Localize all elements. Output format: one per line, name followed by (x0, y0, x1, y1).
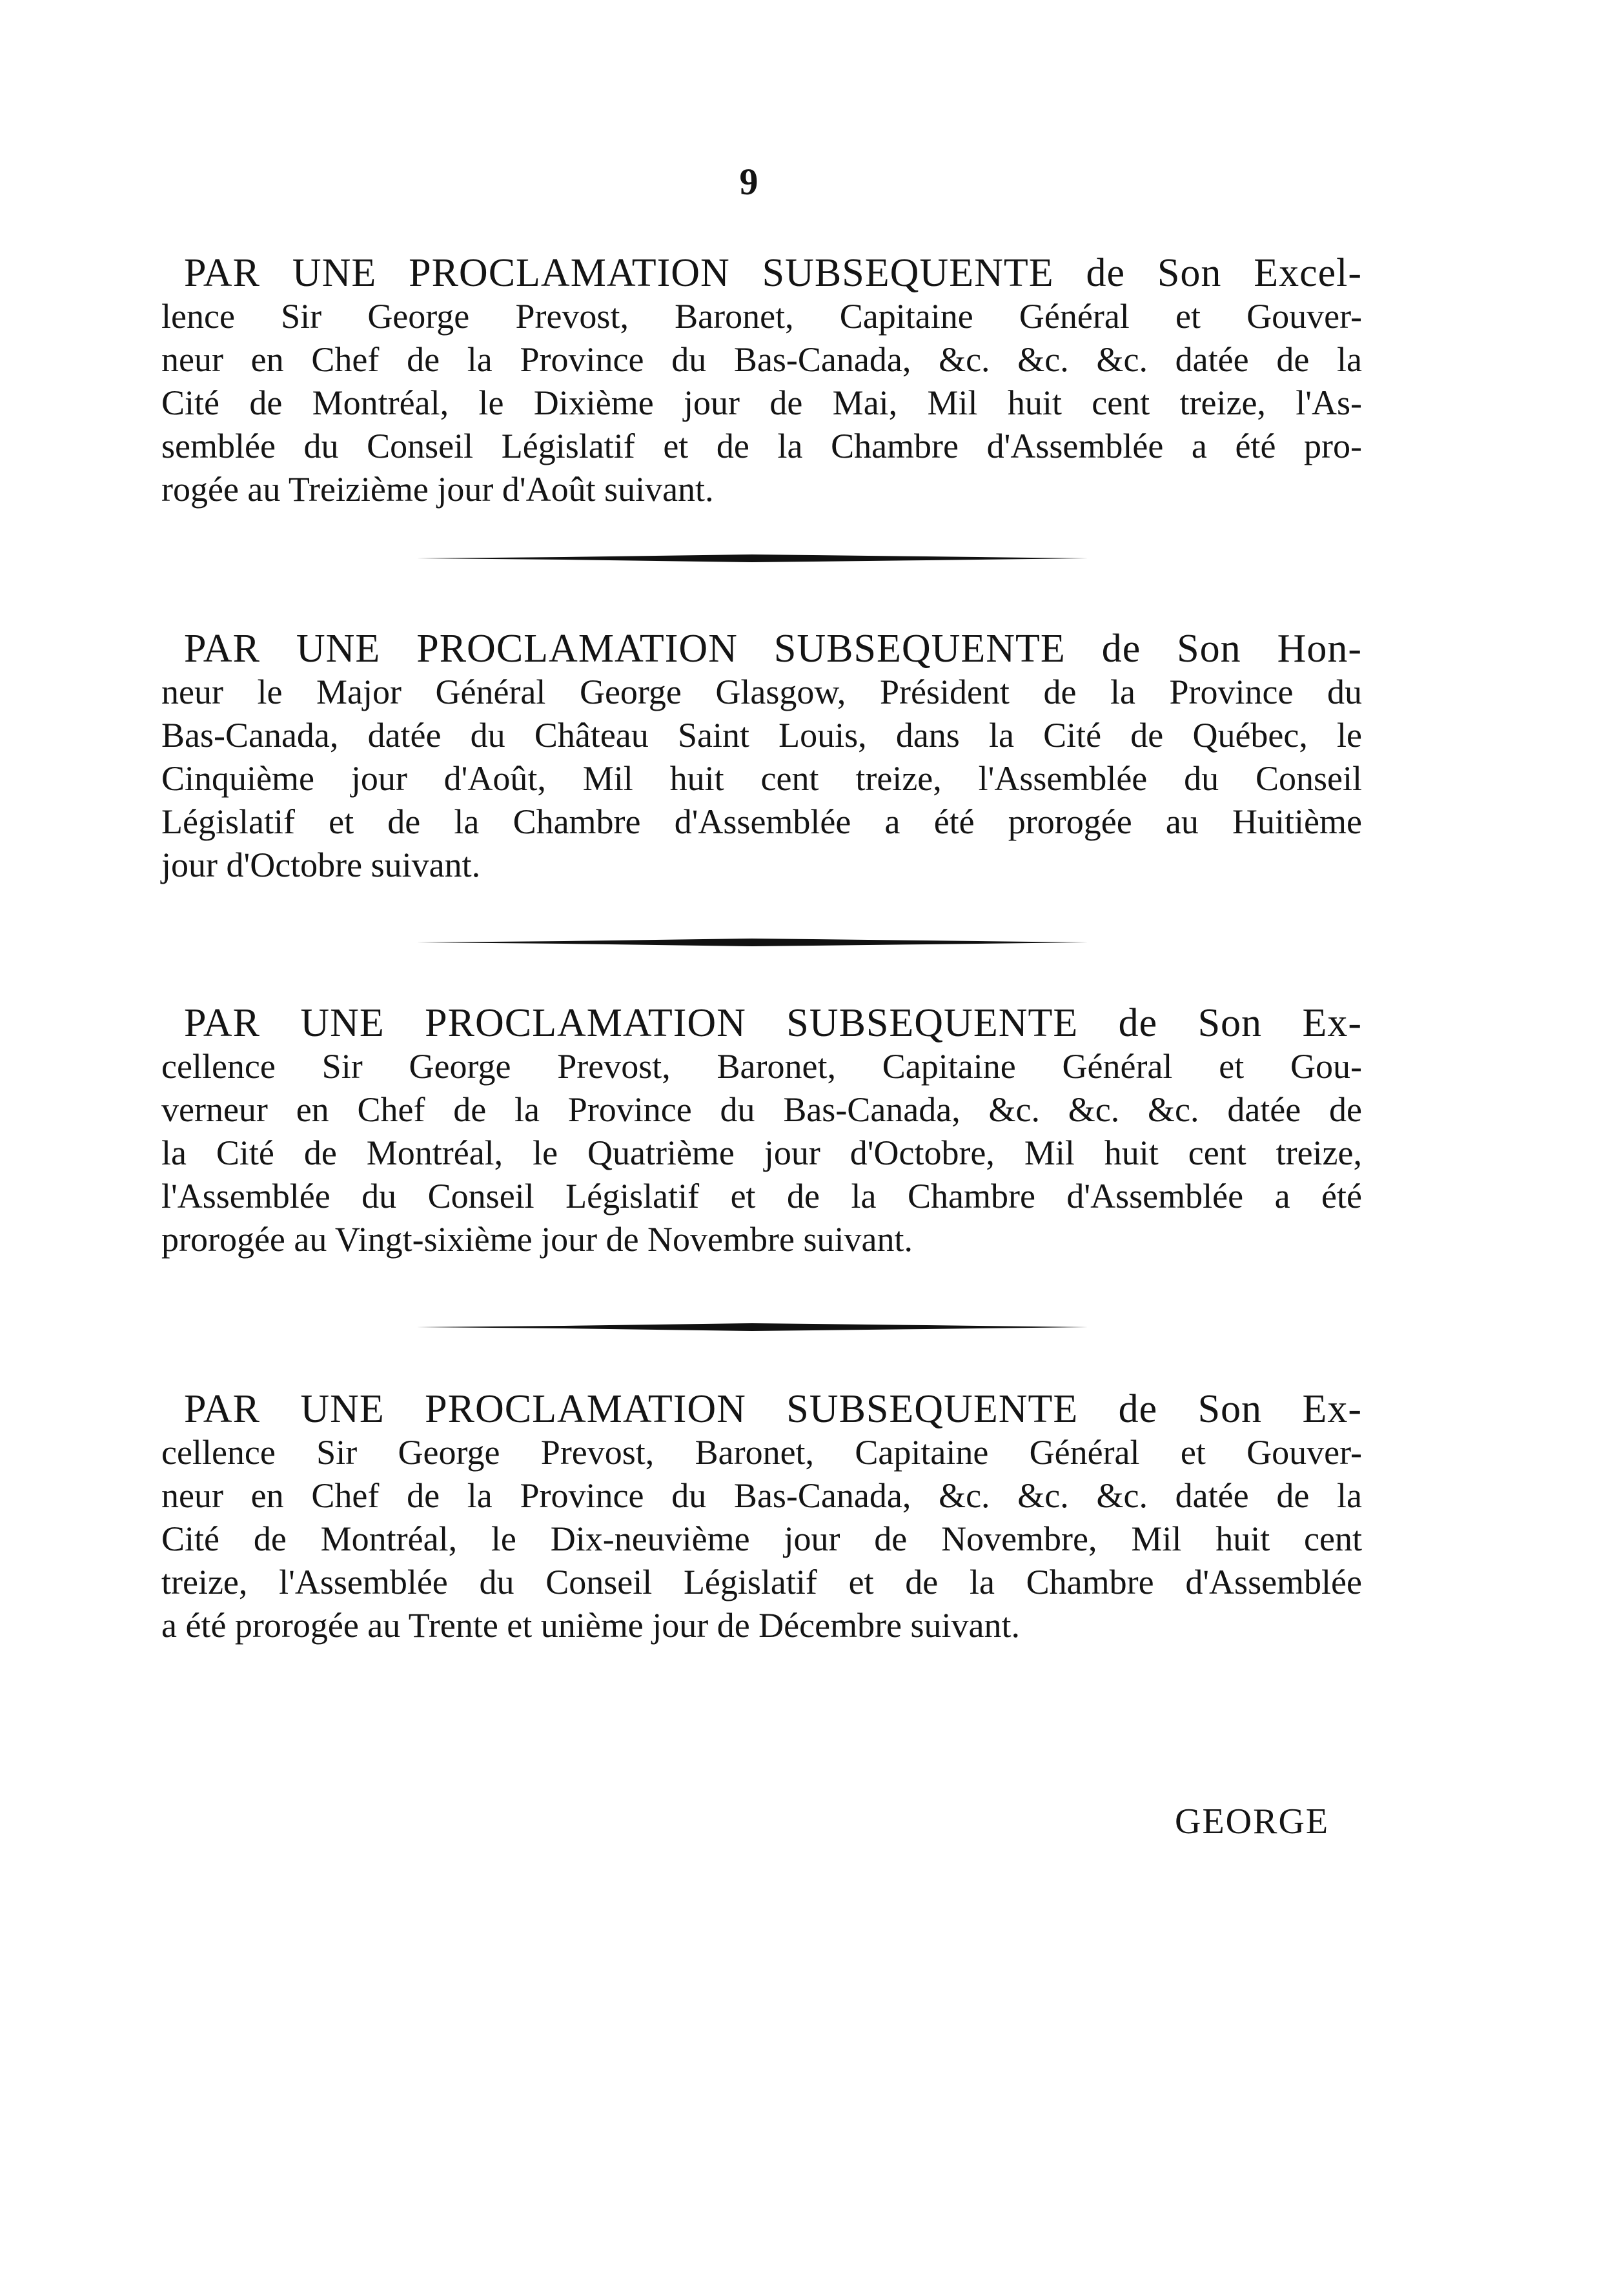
proclamation-4-line-4: Cité de Montréal, le Dix-neuvième jour de Novembre, Mil huit cent (161, 1519, 1362, 1558)
proclamation-2-line-2: neur le Major Général George Glasgow, Président de la Province du (161, 673, 1362, 711)
proclamation-2-line-5: Législatif et de la Chambre d'Assemblée a été prorogée au Huitième (161, 802, 1362, 841)
proclamation-1-line-4: Cité de Montréal, le Dixième jour de Mai, Mil huit cent treize, l'As- (161, 383, 1362, 422)
proclamation-3-line-2: cellence Sir George Prevost, Baronet, Capitaine Général et Gou- (161, 1047, 1362, 1086)
proclamation-1 (161, 252, 1362, 511)
proclamation-4 (161, 1388, 1362, 1647)
proclamation-1-line-2: lence Sir George Prevost, Baronet, Capitaine Général et Gouver- (161, 297, 1362, 336)
proclamation-2-line-3: Bas-Canada, datée du Château Saint Louis, dans la Cité de Québec, le (161, 716, 1362, 755)
proclamation-1-line-6: rogée au Treizième jour d'Août suivant. (161, 470, 714, 509)
proclamation-1-line-3: neur en Chef de la Province du Bas-Canada, &c. &c. &c. datée de la (161, 340, 1362, 379)
proclamation-2 (161, 627, 1362, 887)
proclamation-2-line-1: PAR UNE PROCLAMATION SUBSEQUENTE de Son Hon- (184, 627, 1362, 671)
page-number: 9 (739, 161, 758, 203)
proclamation-3-line-6: prorogée au Vingt-sixième jour de Novembre suivant. (161, 1220, 913, 1259)
proclamation-4-line-6: a été prorogée au Trente et unième jour de Décembre suivant. (161, 1606, 1021, 1645)
ornamental-rule-3 (416, 1323, 1088, 1332)
proclamation-3-line-3: verneur en Chef de la Province du Bas-Canada, &c. &c. &c. datée de (161, 1090, 1362, 1129)
proclamation-4-line-3: neur en Chef de la Province du Bas-Canada, &c. &c. &c. datée de la (161, 1476, 1362, 1515)
proclamation-3 (161, 1002, 1362, 1261)
proclamation-4-line-5: treize, l'Assemblée du Conseil Législatif et de la Chambre d'Assemblée (161, 1563, 1362, 1601)
proclamation-4-line-2: cellence Sir George Prevost, Baronet, Capitaine Général et Gouver- (161, 1433, 1362, 1472)
proclamation-1-line-1: PAR UNE PROCLAMATION SUBSEQUENTE de Son Excel- (184, 251, 1362, 295)
proclamation-1-line-5: semblée du Conseil Législatif et de la Chambre d'Assemblée a été pro- (161, 427, 1362, 465)
catchword: GEORGE (1175, 1802, 1330, 1842)
proclamation-3-line-5: l'Assemblée du Conseil Législatif et de la Chambre d'Assemblée a été (161, 1177, 1362, 1215)
proclamation-3-line-4: la Cité de Montréal, le Quatrième jour d'Octobre, Mil huit cent treize, (161, 1133, 1362, 1172)
proclamation-3-line-1: PAR UNE PROCLAMATION SUBSEQUENTE de Son Ex- (184, 1001, 1362, 1045)
proclamation-2-line-4: Cinquième jour d'Août, Mil huit cent treize, l'Assemblée du Conseil (161, 759, 1362, 798)
ornamental-rule-1 (416, 554, 1088, 563)
proclamation-2-line-6: jour d'Octobre suivant. (161, 846, 481, 884)
ornamental-rule-2 (416, 938, 1088, 947)
proclamation-4-line-1: PAR UNE PROCLAMATION SUBSEQUENTE de Son Ex- (184, 1387, 1362, 1431)
